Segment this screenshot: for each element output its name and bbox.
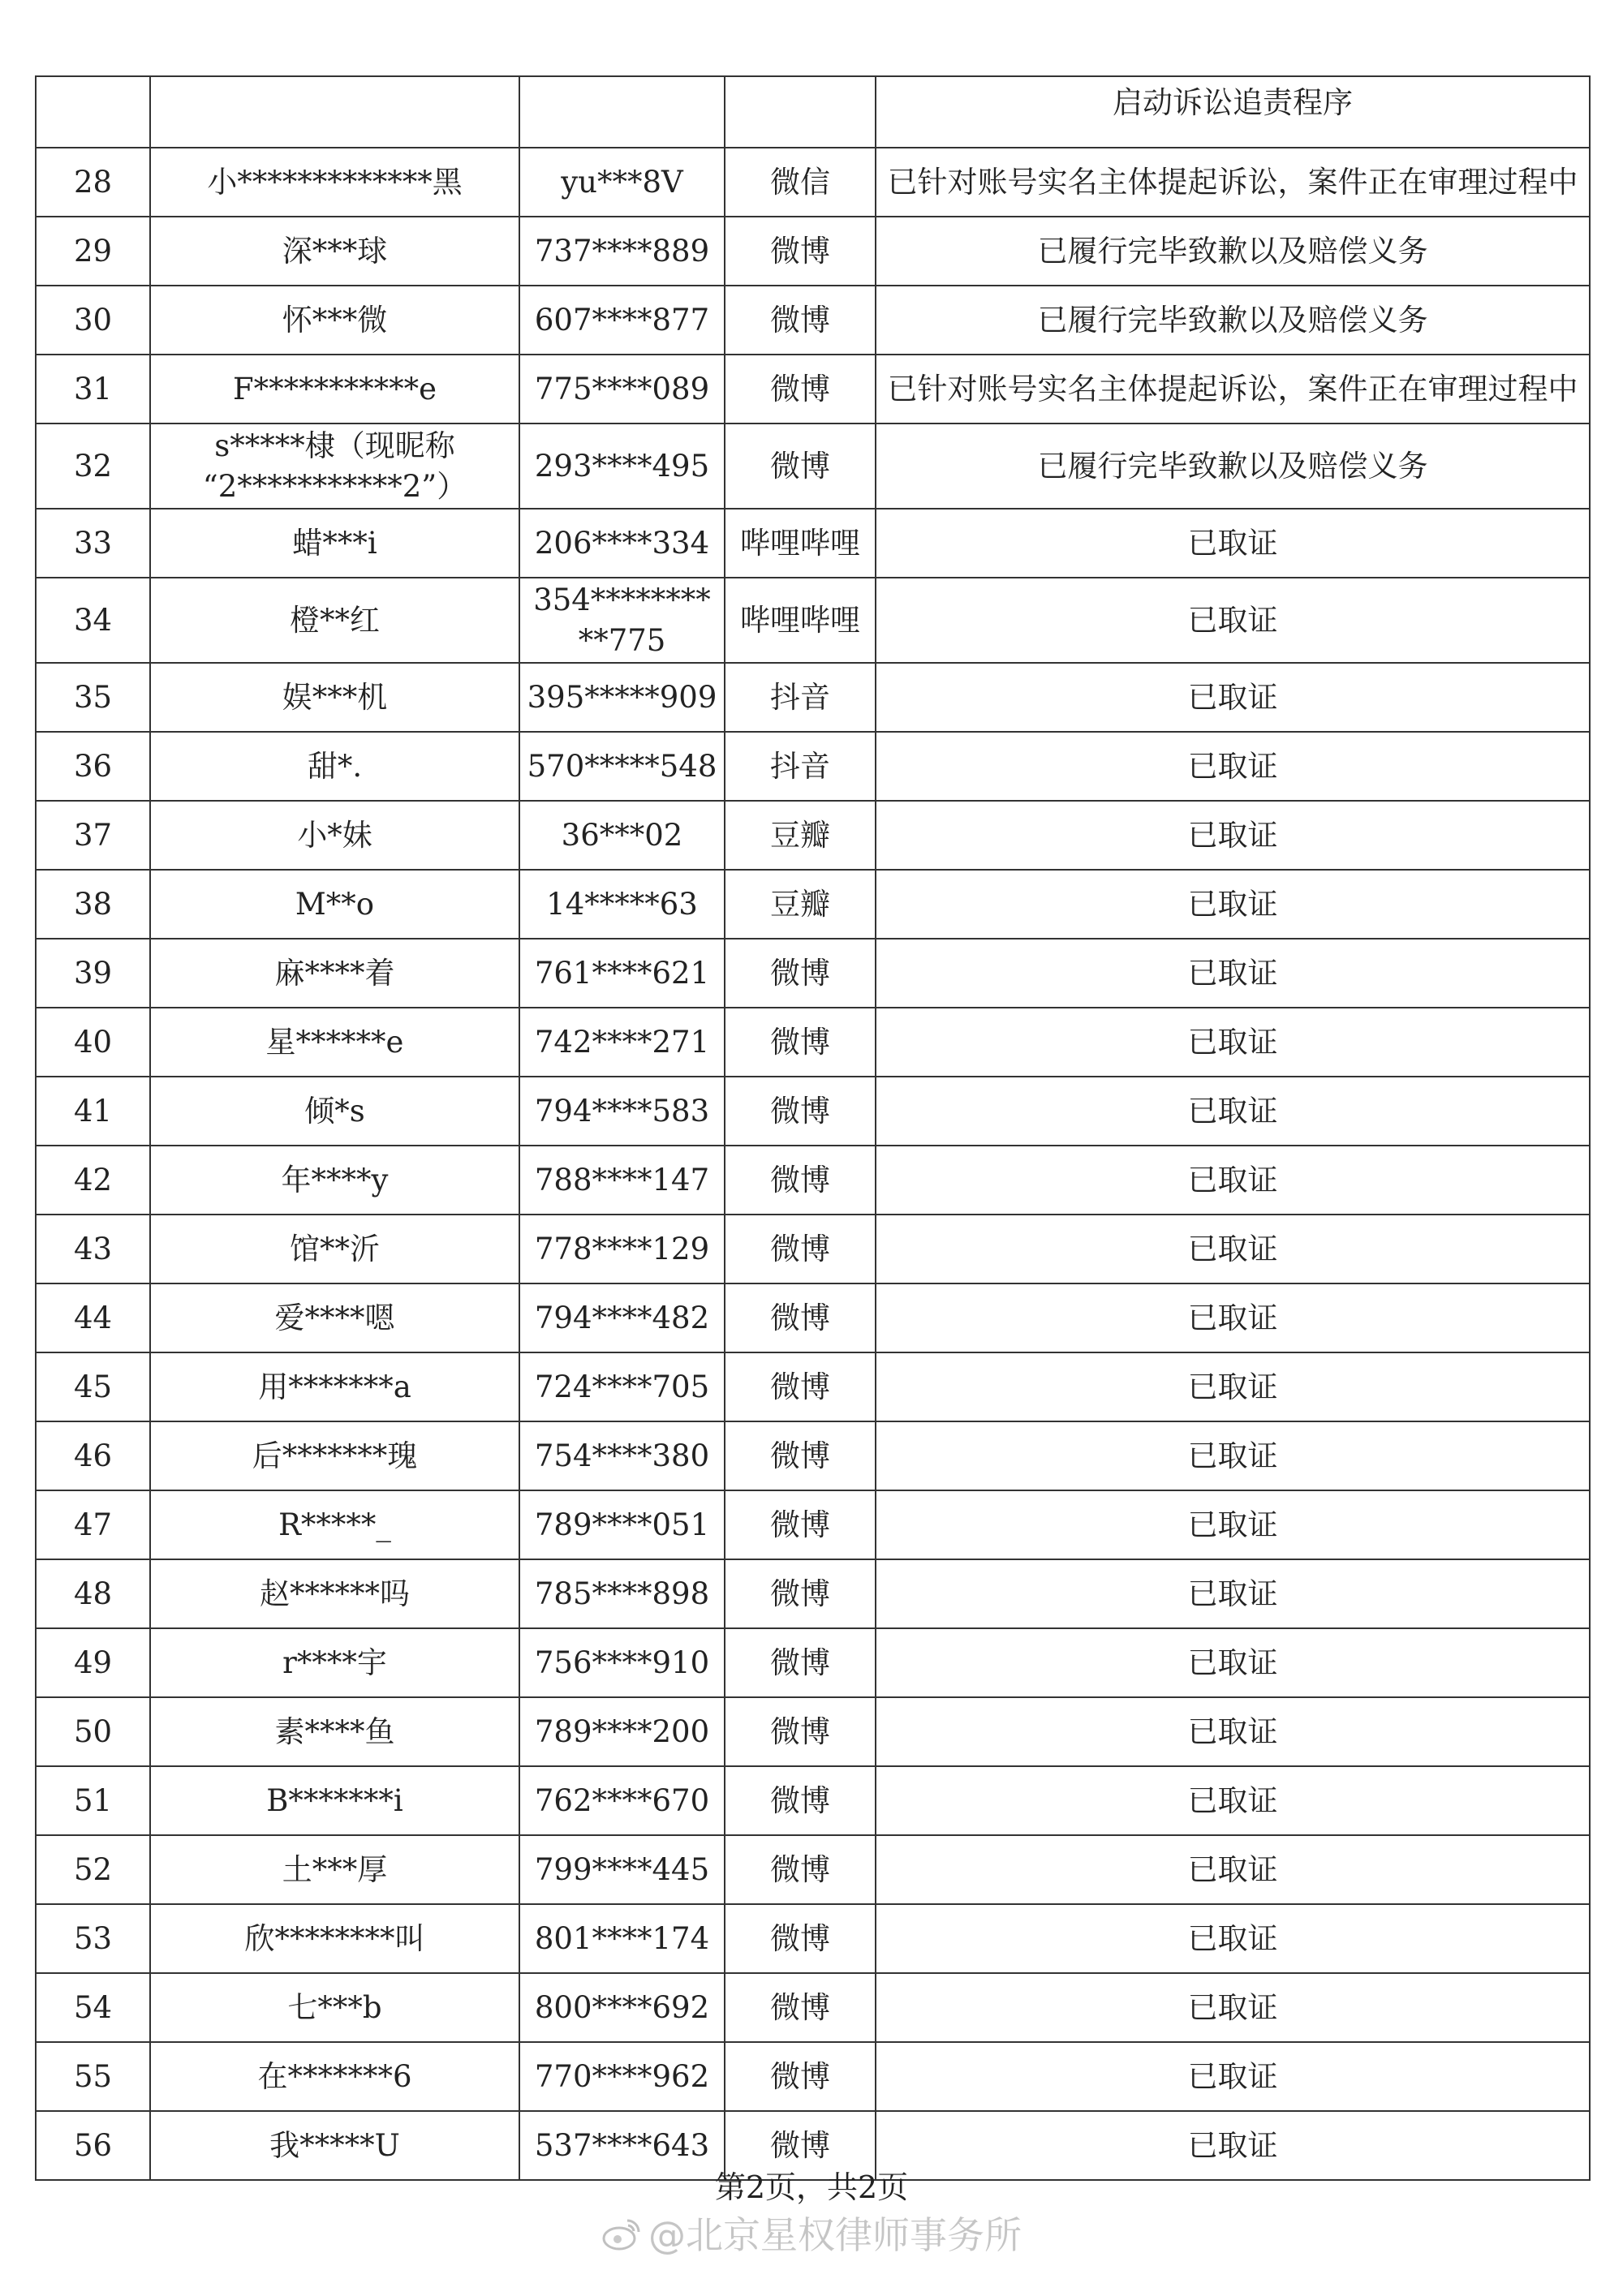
cell-nickname: R*****_ <box>150 1490 519 1559</box>
table-row <box>36 1283 1590 1352</box>
cell-account: 778****129 <box>519 1215 725 1283</box>
cell-account: 537****643 <box>519 2111 725 2180</box>
cell-platform: 微博 <box>725 2111 876 2180</box>
cell-no: 40 <box>36 1008 150 1077</box>
cell-nickname: 甜*. <box>150 732 519 801</box>
cell-no: 35 <box>36 663 150 732</box>
cell-no: 44 <box>36 1283 150 1352</box>
cell-platform: 微博 <box>725 286 876 355</box>
table-row <box>36 939 1590 1008</box>
cell-nickname: 我*****U <box>150 2111 519 2180</box>
cell-platform: 微博 <box>725 1283 876 1352</box>
cell-no: 42 <box>36 1146 150 1215</box>
cell-account: 607****877 <box>519 286 725 355</box>
cell-nickname: 爱****嗯 <box>150 1283 519 1352</box>
cell-account: 570*****548 <box>519 732 725 801</box>
cell-no: 37 <box>36 801 150 870</box>
cell-result: 已取证 <box>876 578 1590 663</box>
cell-account: 801****174 <box>519 1904 725 1973</box>
cell-nickname: F***********e <box>150 355 519 424</box>
cell-result: 已履行完毕致歉以及赔偿义务 <box>876 286 1590 355</box>
watermark-text: @北京星权律师事务所 <box>648 2213 1022 2257</box>
cell-no: 50 <box>36 1697 150 1766</box>
cell-no: 41 <box>36 1077 150 1146</box>
cell-nickname: 七***b <box>150 1973 519 2042</box>
cell-nickname: 小*妹 <box>150 801 519 870</box>
cell-no: 31 <box>36 355 150 424</box>
cell-account <box>519 76 725 148</box>
cell-result: 已履行完毕致歉以及赔偿义务 <box>876 424 1590 509</box>
cell-nickname: 蜡***i <box>150 509 519 578</box>
table-row <box>36 1697 1590 1766</box>
cell-nickname: 在*******6 <box>150 2042 519 2111</box>
table-row <box>36 1215 1590 1283</box>
cell-no: 48 <box>36 1559 150 1628</box>
cell-platform: 微博 <box>725 1559 876 1628</box>
cell-nickname: 后*******瑰 <box>150 1421 519 1490</box>
cell-platform: 微博 <box>725 1490 876 1559</box>
cell-platform: 微博 <box>725 1077 876 1146</box>
cell-account: 742****271 <box>519 1008 725 1077</box>
cell-result: 已取证 <box>876 1973 1590 2042</box>
cell-no: 49 <box>36 1628 150 1697</box>
cell-result: 已取证 <box>876 1421 1590 1490</box>
table-row <box>36 148 1590 217</box>
cell-platform: 微博 <box>725 424 876 509</box>
cell-account: 754****380 <box>519 1421 725 1490</box>
nickname-line-1: s*****棣（现昵称 <box>214 428 455 463</box>
cell-account: 785****898 <box>519 1559 725 1628</box>
cell-nickname: 麻****着 <box>150 939 519 1008</box>
cell-platform: 微博 <box>725 1008 876 1077</box>
cell-nickname: 欣********叫 <box>150 1904 519 1973</box>
cell-no: 52 <box>36 1835 150 1904</box>
cell-result: 已取证 <box>876 1559 1590 1628</box>
cell-platform: 微博 <box>725 1352 876 1421</box>
cell-platform: 微博 <box>725 355 876 424</box>
cell-result: 已取证 <box>876 2042 1590 2111</box>
account-line-2: **775 <box>578 622 666 658</box>
table-row <box>36 424 1590 509</box>
cell-platform: 微博 <box>725 1146 876 1215</box>
cell-no: 45 <box>36 1352 150 1421</box>
cell-account: 293****495 <box>519 424 725 509</box>
cell-result: 已取证 <box>876 663 1590 732</box>
cell-account: 762****670 <box>519 1766 725 1835</box>
cell-result: 已针对账号实名主体提起诉讼，案件正在审理过程中 <box>876 355 1590 424</box>
table-row <box>36 1973 1590 2042</box>
cell-result: 已取证 <box>876 1008 1590 1077</box>
cell-platform: 微信 <box>725 148 876 217</box>
table-row <box>36 1559 1590 1628</box>
cell-account: 789****051 <box>519 1490 725 1559</box>
cell-no: 43 <box>36 1215 150 1283</box>
cell-platform: 微博 <box>725 217 876 286</box>
cell-no: 53 <box>36 1904 150 1973</box>
cell-result: 已取证 <box>876 939 1590 1008</box>
cell-platform: 微博 <box>725 1421 876 1490</box>
cell-result: 已取证 <box>876 1077 1590 1146</box>
cell-no: 47 <box>36 1490 150 1559</box>
cell-result: 已履行完毕致歉以及赔偿义务 <box>876 217 1590 286</box>
page-number: 第2页，共2页 <box>714 2169 909 2205</box>
table-row <box>36 1008 1590 1077</box>
cell-nickname: 素****鱼 <box>150 1697 519 1766</box>
cell-no: 28 <box>36 148 150 217</box>
cell-nickname: 土***厚 <box>150 1835 519 1904</box>
cell-result: 已取证 <box>876 1352 1590 1421</box>
cell-result: 已取证 <box>876 1697 1590 1766</box>
cell-account: 789****200 <box>519 1697 725 1766</box>
cell-nickname: 馆**沂 <box>150 1215 519 1283</box>
cell-platform: 微博 <box>725 1973 876 2042</box>
cell-platform <box>725 76 876 148</box>
cell-account: 206****334 <box>519 509 725 578</box>
cell-platform: 哔哩哔哩 <box>725 578 876 663</box>
cell-account: 756****910 <box>519 1628 725 1697</box>
cell-account: 770****962 <box>519 2042 725 2111</box>
cell-nickname: M**o <box>150 870 519 939</box>
cell-no: 51 <box>36 1766 150 1835</box>
cell-nickname: 小*************黑 <box>150 148 519 217</box>
table-row <box>36 1628 1590 1697</box>
cell-nickname: 深***球 <box>150 217 519 286</box>
weibo-icon <box>601 2214 644 2263</box>
cell-result: 已取证 <box>876 2111 1590 2180</box>
cell-no: 30 <box>36 286 150 355</box>
cell-result: 启动诉讼追责程序 <box>876 76 1590 148</box>
cell-nickname <box>150 424 519 509</box>
cell-no: 32 <box>36 424 150 509</box>
cell-account: 737****889 <box>519 217 725 286</box>
cell-no: 33 <box>36 509 150 578</box>
cell-platform: 抖音 <box>725 663 876 732</box>
table-row <box>36 663 1590 732</box>
table-row <box>36 870 1590 939</box>
table-row <box>36 2042 1590 2111</box>
cell-platform: 微博 <box>725 1215 876 1283</box>
table-row-continued <box>36 76 1590 148</box>
cell-account: 775****089 <box>519 355 725 424</box>
cell-result: 已取证 <box>876 1628 1590 1697</box>
cell-result: 已取证 <box>876 1215 1590 1283</box>
table-row <box>36 1766 1590 1835</box>
cell-platform: 豆瓣 <box>725 801 876 870</box>
table-row <box>36 355 1590 424</box>
table-row <box>36 801 1590 870</box>
cell-nickname: 用*******a <box>150 1352 519 1421</box>
cell-platform: 抖音 <box>725 732 876 801</box>
cell-no: 56 <box>36 2111 150 2180</box>
cell-result: 已取证 <box>876 732 1590 801</box>
cell-result: 已针对账号实名主体提起诉讼，案件正在审理过程中 <box>876 148 1590 217</box>
cell-no: 29 <box>36 217 150 286</box>
cell-result: 已取证 <box>876 870 1590 939</box>
cell-no: 46 <box>36 1421 150 1490</box>
table-row <box>36 578 1590 663</box>
cell-platform: 微博 <box>725 1628 876 1697</box>
cell-no <box>36 76 150 148</box>
table-row <box>36 732 1590 801</box>
cell-no: 38 <box>36 870 150 939</box>
cell-nickname <box>150 76 519 148</box>
cell-account: 799****445 <box>519 1835 725 1904</box>
cell-result: 已取证 <box>876 1146 1590 1215</box>
cell-account: 800****692 <box>519 1973 725 2042</box>
cell-account: 14*****63 <box>519 870 725 939</box>
cell-platform: 微博 <box>725 939 876 1008</box>
cell-nickname: B*******i <box>150 1766 519 1835</box>
cell-no: 39 <box>36 939 150 1008</box>
table-row <box>36 1904 1590 1973</box>
cell-result: 已取证 <box>876 1766 1590 1835</box>
cell-account: 761****621 <box>519 939 725 1008</box>
cell-nickname: 娱***机 <box>150 663 519 732</box>
cell-platform: 微博 <box>725 1697 876 1766</box>
cell-platform: 豆瓣 <box>725 870 876 939</box>
table-row <box>36 1835 1590 1904</box>
table-row <box>36 1490 1590 1559</box>
cell-account: 794****482 <box>519 1283 725 1352</box>
cell-result: 已取证 <box>876 1490 1590 1559</box>
cell-account: 36***02 <box>519 801 725 870</box>
cell-no: 55 <box>36 2042 150 2111</box>
table-row <box>36 509 1590 578</box>
cell-platform: 哔哩哔哩 <box>725 509 876 578</box>
table-row <box>36 1352 1590 1421</box>
cell-nickname: 星******e <box>150 1008 519 1077</box>
cell-result: 已取证 <box>876 1904 1590 1973</box>
cell-result: 已取证 <box>876 1835 1590 1904</box>
table-row <box>36 217 1590 286</box>
case-status-table <box>35 75 1591 2181</box>
cell-platform: 微博 <box>725 1904 876 1973</box>
cell-nickname: 橙**红 <box>150 578 519 663</box>
cell-account: 794****583 <box>519 1077 725 1146</box>
cell-result: 已取证 <box>876 509 1590 578</box>
nickname-line-2: “2***********2”） <box>202 468 467 504</box>
cell-result: 已取证 <box>876 1283 1590 1352</box>
cell-account: 395*****909 <box>519 663 725 732</box>
cell-nickname: 倾*s <box>150 1077 519 1146</box>
cell-nickname: 赵******吗 <box>150 1559 519 1628</box>
watermark <box>0 2211 1623 2263</box>
cell-account: 724****705 <box>519 1352 725 1421</box>
account-line-1: 354******** <box>533 582 711 617</box>
cell-platform: 微博 <box>725 1835 876 1904</box>
cell-nickname: 怀***微 <box>150 286 519 355</box>
cell-account <box>519 578 725 663</box>
table-row <box>36 1077 1590 1146</box>
cell-platform: 微博 <box>725 1766 876 1835</box>
cell-no: 36 <box>36 732 150 801</box>
table-row <box>36 1146 1590 1215</box>
cell-platform: 微博 <box>725 2042 876 2111</box>
table-row <box>36 286 1590 355</box>
cell-nickname: 年****y <box>150 1146 519 1215</box>
cell-no: 34 <box>36 578 150 663</box>
cell-no: 54 <box>36 1973 150 2042</box>
cell-account: 788****147 <box>519 1146 725 1215</box>
table-row <box>36 1421 1590 1490</box>
cell-account: yu***8V <box>519 148 725 217</box>
cell-nickname: r****宇 <box>150 1628 519 1697</box>
cell-result: 已取证 <box>876 801 1590 870</box>
